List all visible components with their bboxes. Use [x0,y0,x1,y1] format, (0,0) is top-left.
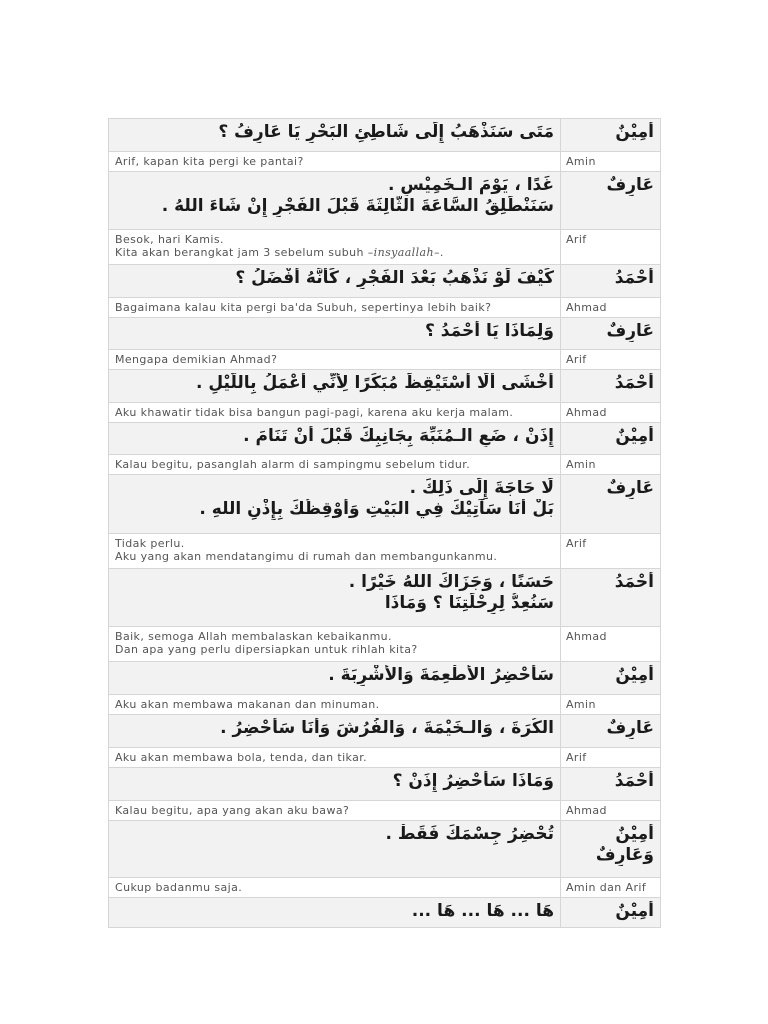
translation-row [109,748,661,768]
text-line: Baik, semoga Allah membalaskan kebaikanmu. [115,630,392,643]
text-line: تُحْضِرُ جِسْمَكَ فَقَطْ . [385,824,554,844]
text-line: غَدًا ، يَوْمَ الـخَمِيْسِ . [388,175,554,195]
text-line: Arif [566,233,587,246]
translation-text-cell [109,801,561,821]
text-line: Arif, kapan kita pergi ke pantai? [115,155,304,168]
arabic-dialogue-cell [109,898,561,928]
arabic-row [109,119,661,152]
translation-row [109,403,661,423]
text-line: Mengapa demikian Ahmad? [115,353,278,366]
arabic-speaker-cell [561,119,661,152]
arabic-speaker-cell [561,265,661,298]
text-line: أَمِيْنٌ [615,824,654,844]
text-line: حَسَنًا ، وَجَزَاكَ اللهُ خَيْرًا . [348,572,554,592]
text-line: وَلِمَاذَا يَا أَحْمَدُ ؟ [425,321,554,341]
text-line: Aku akan membawa makanan dan minuman. [115,698,380,711]
translation-speaker-cell [561,403,661,423]
text-line: إِذَنْ ، ضَعِ الـمُنَبِّهَ بِجَانِبِكَ قَبْلَ أَنْ تَنَامَ . [243,426,554,446]
text-line: أَمِيْنٌ [615,122,654,142]
translation-row [109,230,661,265]
arabic-speaker-cell [561,715,661,748]
text-line: أَحْمَدُ [614,373,654,393]
text-segment: –. [433,246,444,259]
arabic-speaker-cell [561,569,661,627]
translation-text-cell [109,298,561,318]
text-line: Kalau begitu, pasanglah alarm di sampingmu sebelum tidur. [115,458,471,471]
arabic-dialogue-cell [109,172,561,230]
translation-speaker-cell [561,748,661,768]
text-line: عَارِفٌ [606,321,654,341]
text-line: Amin [566,458,596,471]
translation-speaker-cell [561,534,661,569]
translation-row [109,627,661,662]
arabic-row [109,821,661,878]
translation-speaker-cell [561,695,661,715]
translation-text-cell [109,403,561,423]
arabic-speaker-cell [561,318,661,350]
arabic-dialogue-cell [109,768,561,801]
text-line: Aku khawatir tidak bisa bangun pagi-pagi, karena aku kerja malam. [115,406,514,419]
arabic-speaker-cell [561,370,661,403]
arabic-row [109,265,661,298]
text-line: أَحْمَدُ [614,268,654,288]
arabic-speaker-cell [561,768,661,801]
text-line: Aku yang akan mendatangimu di rumah dan membangunkanmu. [115,550,498,563]
arabic-row [109,662,661,695]
translation-speaker-cell [561,878,661,898]
text-line: عَارِفٌ [606,718,654,738]
arabic-dialogue-cell [109,821,561,878]
arabic-dialogue-cell [109,318,561,350]
arabic-speaker-cell [561,172,661,230]
text-line: أَحْمَدُ [614,572,654,592]
text-line: كَيْفَ لَوْ نَذْهَبُ بَعْدَ الفَجْرِ ، كَأَنَّهُ أَفْضَلُ ؟ [235,268,554,288]
text-line: سَأُحْضِرُ الأَطْعِمَةَ وَالأَشْرِبَةَ . [328,665,554,685]
arabic-row [109,569,661,627]
arabic-dialogue-cell [109,569,561,627]
text-line: Tidak perlu. [115,537,185,550]
text-line: لَا حَاجَةَ إِلَى ذَلِكَ . [409,478,554,498]
text-line: Ahmad [566,630,607,643]
translation-text-cell [109,627,561,662]
arabic-row [109,715,661,748]
arabic-row [109,768,661,801]
translation-row [109,455,661,475]
translation-text-cell [109,152,561,172]
translation-text-cell [109,534,561,569]
text-line: Amin dan Arif [566,881,647,894]
text-line: Dan apa yang perlu dipersiapkan untuk rihlah kita? [115,643,418,656]
text-line: عَارِفٌ [606,175,654,195]
text-line: Amin [566,698,596,711]
text-line: Kalau begitu, apa yang akan aku bawa? [115,804,350,817]
arabic-speaker-cell [561,662,661,695]
translation-text-cell [109,695,561,715]
translation-speaker-cell [561,350,661,370]
translation-row [109,298,661,318]
translation-text-cell [109,878,561,898]
arabic-dialogue-cell [109,119,561,152]
arabic-dialogue-cell [109,662,561,695]
translation-speaker-cell [561,627,661,662]
text-line: Bagaimana kalau kita pergi ba'da Subuh, sepertinya lebih baik? [115,301,492,314]
translation-speaker-cell [561,455,661,475]
translation-row [109,878,661,898]
text-line: أَمِيْنٌ [615,901,654,921]
translation-text-cell [109,230,561,265]
arabic-row [109,318,661,350]
arabic-speaker-cell [561,423,661,455]
arabic-row [109,172,661,230]
arabic-row [109,423,661,455]
text-line: بَلْ أَنَا سَآتِيْكَ فِي البَيْتِ وَأُوْقِظُكَ بِإِذْنِ اللهِ . [199,499,554,519]
arabic-dialogue-cell [109,265,561,298]
translation-speaker-cell [561,298,661,318]
text-line: Aku akan membawa bola, tenda, dan tikar. [115,751,368,764]
arabic-dialogue-cell [109,370,561,403]
text-line: Ahmad [566,804,607,817]
text-line: Arif [566,751,587,764]
text-line: Arif [566,353,587,366]
arabic-speaker-cell [561,475,661,534]
translation-row [109,695,661,715]
text-line: Cukup badanmu saja. [115,881,243,894]
translation-row [109,801,661,821]
text-line: وَعَارِفٌ [595,845,654,865]
text-line: أَمِيْنٌ [615,426,654,446]
text-line: الكُرَةَ ، وَالـخَيْمَةَ ، وَالفُرُشَ وَأَنَا سَأُحْضِرُ . [220,718,554,738]
text-line: Arif [566,537,587,550]
arabic-row [109,898,661,928]
dialogue-table [108,118,661,928]
text-line: أَمِيْنٌ [615,665,654,685]
italic-term: insyaallah [373,246,434,259]
arabic-row [109,475,661,534]
text-line: Besok, hari Kamis. [115,233,224,246]
translation-row [109,534,661,569]
translation-text-cell [109,350,561,370]
text-line: Ahmad [566,301,607,314]
text-segment: Kita akan berangkat jam 3 sebelum subuh – [115,246,374,259]
translation-speaker-cell [561,230,661,265]
text-line: Ahmad [566,406,607,419]
text-line: هَا ... هَا ... هَا ... [411,901,554,921]
arabic-dialogue-cell [109,475,561,534]
arabic-row [109,370,661,403]
arabic-speaker-cell [561,821,661,878]
arabic-speaker-cell [561,898,661,928]
arabic-dialogue-cell [109,423,561,455]
text-line [115,246,554,259]
translation-row [109,152,661,172]
translation-text-cell [109,748,561,768]
text-line: وَمَاذَا سَأُحْضِرُ إِذَنْ ؟ [392,771,554,791]
translation-speaker-cell [561,152,661,172]
text-line: Amin [566,155,596,168]
text-line: مَتَى سَنَذْهَبُ إِلَى شَاطِئِ البَحْرِ يَا عَارِفُ ؟ [218,122,554,142]
translation-speaker-cell [561,801,661,821]
text-line: أَخْشَى أَلَا أَسْتَيْقِظَ مُبَكِّرًا لِأَنِّي أَعْمَلُ بِاللَّيْلِ . [195,373,554,393]
text-line: أَحْمَدُ [614,771,654,791]
arabic-dialogue-cell [109,715,561,748]
translation-row [109,350,661,370]
text-line: عَارِفٌ [606,478,654,498]
translation-text-cell [109,455,561,475]
text-line: سَنُعِدُّ لِرِحْلَتِنَا ؟ وَمَاذَا [384,593,554,613]
text-line: سَنَنْطَلِقُ السَّاعَةَ الثَّالِثَةَ قَبْلَ الفَجْرِ إِنْ شَاءَ اللهُ . [161,196,554,216]
